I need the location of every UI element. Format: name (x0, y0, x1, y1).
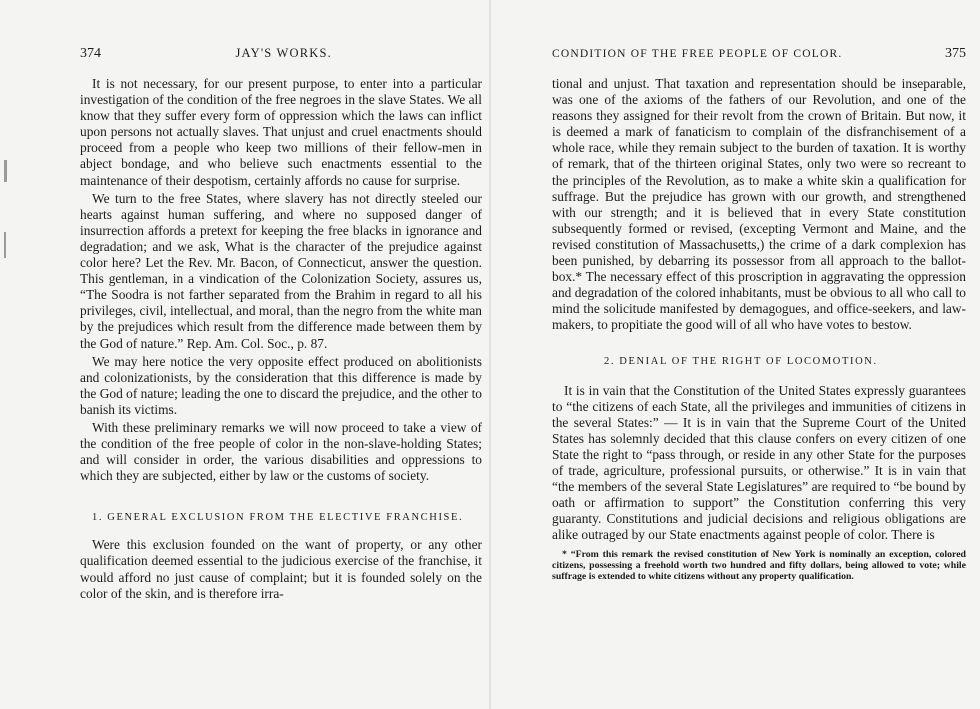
scan-mark (4, 232, 6, 258)
left-running-title: JAY'S WORKS. (235, 46, 332, 60)
right-page-number: 375 (945, 46, 966, 61)
paragraph: tional and unjust. That taxation and representation should be inseparable, was one of the axioms of the fathers of our Revolution, and one of the reasons they assigned for their revolt from the crown of Britain. But now, it is deemed a mark of fanaticism to complain of the disfranchisement of a whole race, while they remain subject to the burden of taxation. It is worthy of remark, that of the thirteen original States, only two were so recreant to the principles of the Revolution, as to make a white skin a qualification for suffrage. But the prejudice has grown with our growth, and strengthened with our strength; and it is believed that in every State constitution subsequently formed or revised, (excepting Vermont and Maine, and the revised constitution of Massachusetts,) the crime of a dark complexion has been punished, by debarring its possessor from all approach to the ballot-box.* The necessary effect of this proscription in aggravating the oppression and degradation of the colored inhabitants, must be obvious to all who call to mind the solicitude manifested by demagogues, and office-seekers, and law-makers, to propitiate the good will of all who have votes to bestow. (552, 76, 966, 333)
paragraph: Were this exclusion founded on the want of property, or any other qualification deemed essential to the judicious exercise of the franchise, it would afford no just cause of complaint; but it is founded solely on the color of the skin, and is therefore irra- (80, 537, 482, 601)
paragraph: We turn to the free States, where slavery has not directly steeled our hearts against human suffering, and where no supposed danger of insurrection affords a pretext for keeping the free blacks in ignorance and degradation; and we ask, What is the character of the prejudice against color here? Let the Rev. Mr. Bacon, of Connecticut, answer the question. This gentleman, in a vindication of the Colonization Society, assures us, “The Soodra is not farther separated from the Brahim in regard to all his privileges, civil, intellectual, and moral, than the negro from the white man by the prejudices which result from the difference made between them by the God of nature.” Rep. Am. Col. Soc., p. 87. (80, 190, 482, 351)
paragraph: We may here notice the very opposite effect produced on abolitionists and colonizationists, by the consideration that this difference is made by the God of nature; leading the one to discard the prejudice, and the other to banish its victims. (80, 353, 482, 417)
left-page-number: 374 (80, 46, 101, 61)
section-heading: 2. DENIAL OF THE RIGHT OF LOCOMOTION. (604, 355, 878, 367)
paragraph: With these preliminary remarks we will now proceed to take a view of the condition of the free people of color in the non-slave-holding States; and will consider in order, the various disabilities and oppressions to which they are subjected, either by law or the customs of society. (80, 419, 482, 484)
left-running-head (80, 46, 482, 62)
right-running-head (552, 46, 966, 62)
scan-mark (4, 160, 7, 182)
paragraph: It is not necessary, for our present purpose, to enter into a particular investigation of the condition of the free negroes in the slave States. We all know that they suffer every form of oppression which the laws can inflict upon persons not actually slaves. That unjust and cruel enactments should proceed from a people who keep two millions of their fellow-men in abject bondage, and who believe such enactments essential to the maintenance of their despotism, certainly affords no cause for surprise. (80, 76, 482, 188)
section-heading: 1. GENERAL EXCLUSION FROM THE ELECTIVE FRANCHISE. (92, 512, 464, 524)
right-page (490, 0, 980, 709)
footnote: * “From this remark the revised constitution of New York is nominally an exception, colored citizens, possessing a freehold worth two hundred and fifty dollars, being allowed to vote; while suffrage is extended to white citizens without any property qualification. (552, 549, 966, 583)
right-running-title: CONDITION OF THE FREE PEOPLE OF COLOR. (552, 48, 843, 60)
paragraph: It is in vain that the Constitution of the United States expressly guarantees to “the citizens of each State, all the privileges and immunities of citizens in the several States:” — It is in vain that the Supreme Court of the United States has solemnly decided that this clause confers on every citizen of one State the right to “pass through, or reside in any other State for the purposes of trade, agriculture, professional pursuits, or otherwise.” It is in vain that “the members of the several State Legislatures” are required to “be bound by oath or affirmation to support” the Constitution conferring this very guaranty. Constitutions and judicial decisions and religious obligations are alike outraged by our State enactments against people of color. There is (552, 382, 966, 543)
